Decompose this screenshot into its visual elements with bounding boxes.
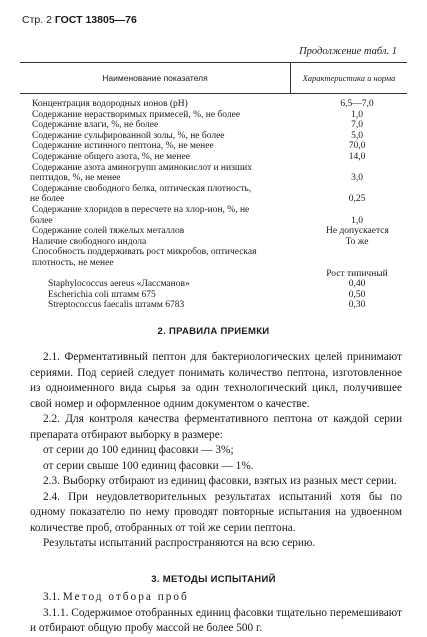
paragraph-2-2: 2.2. Для контроля качества ферментативного пептона от каждой серии препарата отбирают выборку в размере: bbox=[30, 413, 402, 441]
section-test-methods-text bbox=[30, 590, 402, 637]
indicator-name: пептидов, %, не менее bbox=[30, 173, 121, 184]
table-row bbox=[32, 279, 402, 290]
indicator-value: 1,0 bbox=[351, 215, 363, 226]
indicator-name: Содержание свободного белка, оптическая плотность, bbox=[32, 183, 252, 194]
paragraph-3-1-heading: Метод отбора проб bbox=[62, 591, 189, 603]
indicator-name: Содержание влаги, %, не более bbox=[32, 120, 159, 131]
page-number: Стр. 2 bbox=[22, 14, 52, 26]
indicator-name: более bbox=[30, 215, 53, 226]
table-row bbox=[32, 173, 402, 184]
indicator-name: Содержание общего азота, %, не менее bbox=[32, 151, 190, 162]
indicator-name: Способность поддерживать рост микробов, оптическая плотность, не менее bbox=[32, 247, 257, 268]
indicator-value: 14,0 bbox=[348, 151, 366, 162]
paragraph-3-1-number: 3.1. bbox=[43, 591, 60, 603]
table-row bbox=[32, 269, 402, 280]
section-title-test-methods: 3. МЕТОДЫ ИСПЫТАНИЙ bbox=[151, 574, 276, 585]
table-row bbox=[32, 300, 402, 311]
table-body bbox=[32, 99, 402, 311]
indicator-name: не более bbox=[30, 194, 65, 205]
indicator-name: Содержание сульфированной золы, %, не более bbox=[32, 130, 225, 141]
indicator-value: 0,50 bbox=[348, 289, 366, 300]
table-header bbox=[20, 62, 407, 94]
table-row bbox=[32, 247, 402, 268]
indicator-value: Рост типичный bbox=[326, 268, 388, 279]
paragraph-2-1: 2.1. Ферментативный пептон для бактериологических целей принимают сериями. Под серией следует понимать количество пептона, изготовленное из одноименного вида сырья за один технологический цикл, получившее свой номер и оформленное одним документом о качестве. bbox=[30, 351, 402, 410]
indicator-value: Не допускается bbox=[326, 226, 389, 237]
table-row bbox=[32, 163, 402, 174]
indicator-name: Концентрация водородных ионов (рН) bbox=[32, 99, 188, 109]
paragraph-2-2-b: от серии свыше 100 единиц фасовки — 1%. bbox=[43, 459, 254, 472]
table-row bbox=[32, 131, 402, 142]
table-row bbox=[32, 120, 402, 131]
indicator-value: 3,0 bbox=[351, 173, 363, 184]
paragraph-3-1-1: 3.1.1. Содержимое отобранных единиц фасовки тщательно перемешивают и отбирают общую пробу массой не более 500 г. bbox=[30, 606, 402, 634]
paragraph-2-2-a: от серии до 100 единиц фасовки — 3%; bbox=[43, 444, 234, 456]
indicator-name: Содержание солей тяжелых металлов bbox=[32, 226, 185, 237]
indicator-name: Streptococcus faecalis штамм 6783 bbox=[48, 300, 185, 311]
section-title-acceptance: 2. ПРАВИЛА ПРИЕМКИ bbox=[157, 326, 270, 337]
page-header bbox=[22, 14, 137, 26]
paragraph-2-5: Результаты испытаний распространяются на всю серию. bbox=[43, 537, 316, 549]
indicator-name: Escherichia coli штамм 675 bbox=[48, 289, 156, 300]
indicator-name: Содержание азота аминогрупп аминокислот и низших bbox=[32, 162, 252, 173]
indicator-value: 7,0 bbox=[351, 120, 363, 131]
indicator-name: Содержание нерастворимых примесей, %, не более bbox=[32, 109, 241, 120]
table-row bbox=[32, 226, 402, 237]
table-row bbox=[32, 141, 402, 152]
indicator-value: 1,0 bbox=[351, 109, 363, 120]
table-row bbox=[32, 110, 402, 121]
table-row bbox=[32, 194, 402, 205]
indicator-value: То же bbox=[345, 236, 369, 247]
table-continuation-label: Продолжение табл. 1 bbox=[299, 46, 397, 57]
indicator-name: Staphylococcus aereus «Лассманов» bbox=[48, 279, 190, 290]
indicator-value: 0,30 bbox=[348, 300, 366, 311]
table-row bbox=[32, 216, 402, 227]
indicator-value: 0,40 bbox=[348, 279, 366, 290]
column-header-indicator: Наименование показателя bbox=[102, 73, 208, 83]
standard-number: ГОСТ 13805—76 bbox=[54, 14, 137, 26]
column-header-norm: Характеристика и норма bbox=[302, 73, 396, 83]
paragraph-3-1 bbox=[30, 590, 402, 606]
indicator-value: 6,5—7,0 bbox=[340, 99, 374, 109]
indicator-name: Наличие свободного индола bbox=[32, 236, 147, 247]
indicator-value: 5,0 bbox=[351, 130, 363, 141]
section-acceptance-text bbox=[30, 350, 402, 552]
table-row bbox=[32, 152, 402, 163]
table-row bbox=[32, 184, 402, 195]
paragraph-2-3: 2.3. Выборку отбирают из единиц фасовки, взятых из разных мест серии. bbox=[43, 475, 397, 487]
table-row bbox=[32, 205, 402, 216]
table-row bbox=[32, 99, 402, 110]
table-row bbox=[32, 237, 402, 248]
indicator-value: 0,25 bbox=[348, 194, 366, 205]
paragraph-2-4: 2.4. При неудовлетворительных результатах испытаний хотя бы по одному показателю по нему проводят повторные испытания на удвоенном количестве проб, отобранных от той же серии пептона. bbox=[30, 490, 402, 534]
indicator-name: Содержание истинного пептона, %, не менее bbox=[32, 141, 214, 152]
indicator-name: Содержание хлоридов в пересчете на хлор-ион, %, не bbox=[32, 204, 250, 215]
table-row bbox=[32, 290, 402, 301]
indicator-value: 70,0 bbox=[348, 141, 366, 152]
